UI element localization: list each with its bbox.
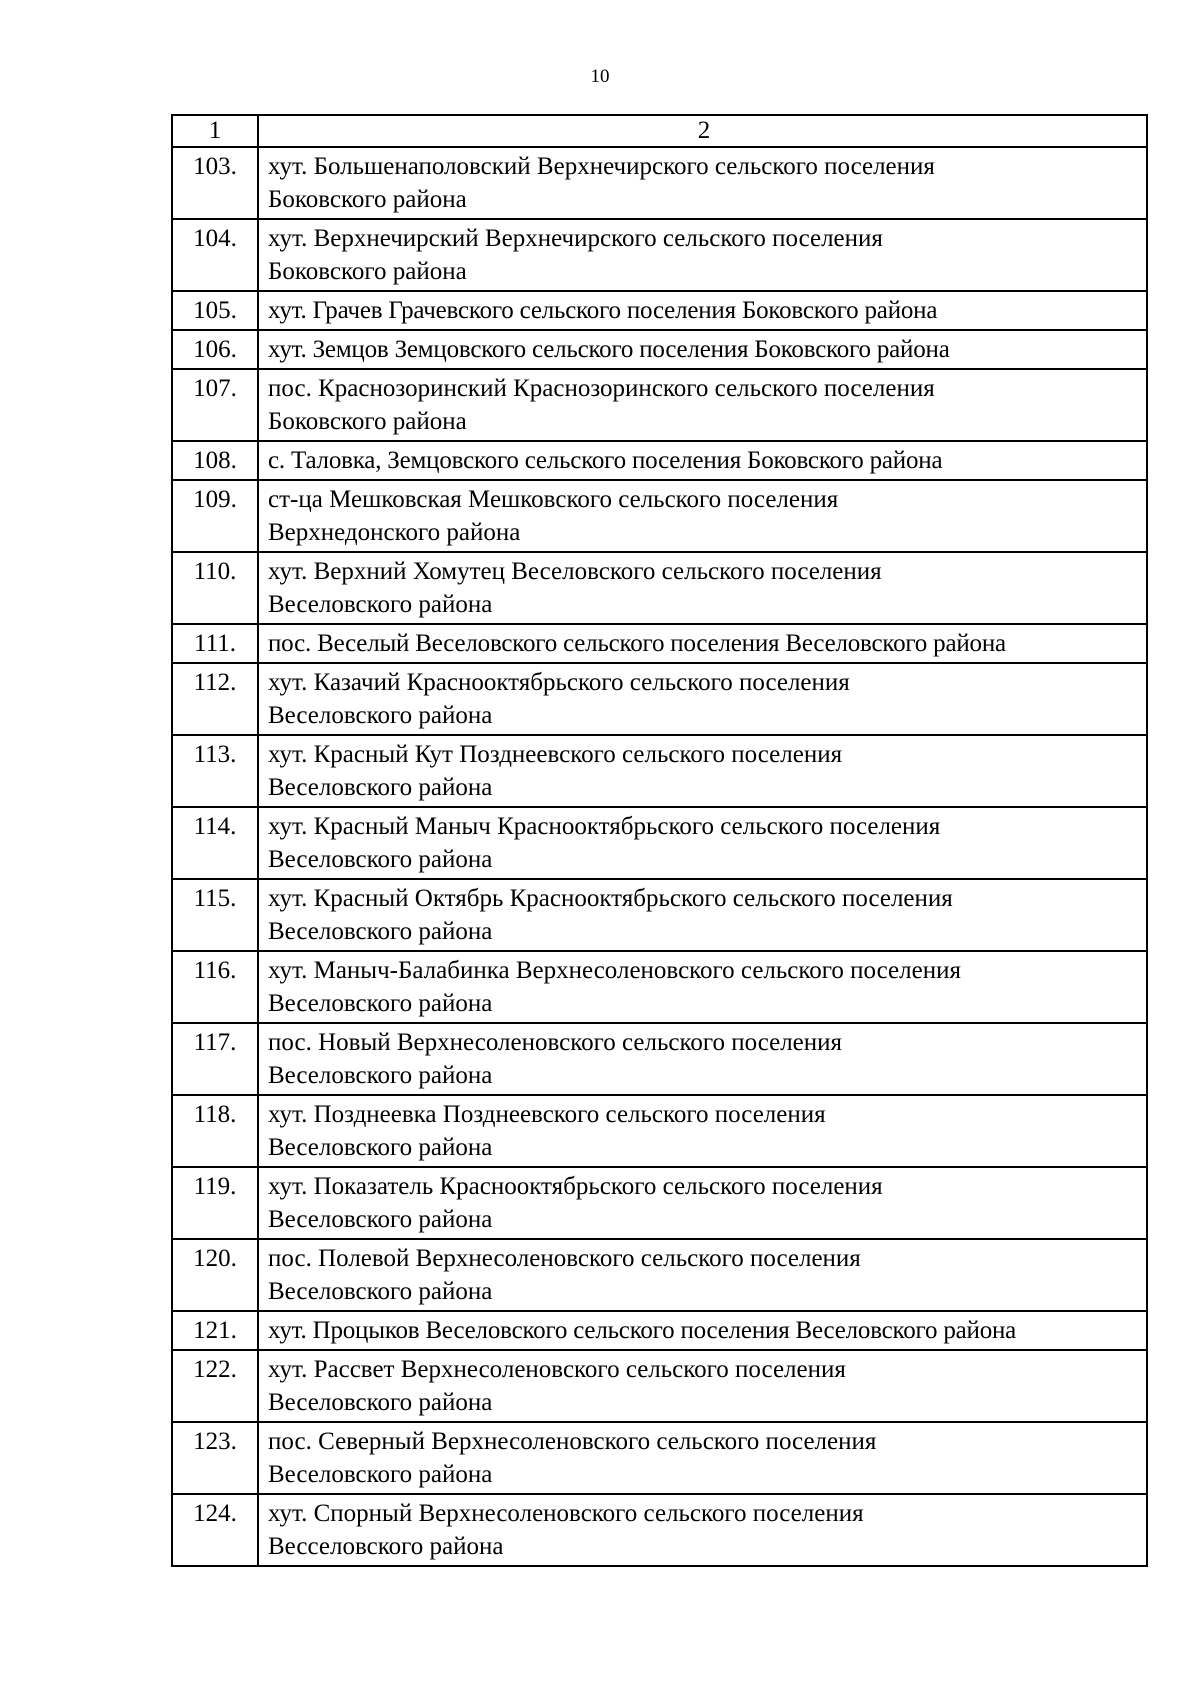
settlement-name-cell bbox=[258, 1167, 1147, 1239]
table-row bbox=[172, 951, 1147, 1023]
row-number-cell: 104. bbox=[172, 219, 258, 291]
settlement-name-line: Боковского района bbox=[268, 408, 467, 435]
settlement-name-line: с. Таловка, Земцовского сельского поселения Боковского района bbox=[268, 447, 943, 474]
settlement-name-cell bbox=[258, 291, 1147, 330]
row-number-cell: 120. bbox=[172, 1239, 258, 1311]
settlement-name-line: хут. Процыков Веселовского сельского поселения Веселовского района bbox=[268, 1317, 1017, 1344]
settlement-name-line: пос. Полевой Верхнесоленовского сельского поселения bbox=[268, 1245, 861, 1272]
settlement-name-line: Боковского района bbox=[268, 258, 467, 285]
table-row bbox=[172, 552, 1147, 624]
settlement-name-cell bbox=[258, 1239, 1147, 1311]
settlement-name-line: Веселовского района bbox=[268, 990, 493, 1017]
row-number-cell: 113. bbox=[172, 735, 258, 807]
settlement-name-line: ст-ца Мешковская Мешковского сельского поселения bbox=[268, 486, 839, 513]
table-row bbox=[172, 369, 1147, 441]
row-number-cell: 118. bbox=[172, 1095, 258, 1167]
row-number-cell: 117. bbox=[172, 1023, 258, 1095]
table-row bbox=[172, 1167, 1147, 1239]
settlement-name-cell bbox=[258, 552, 1147, 624]
table-header-row bbox=[172, 115, 1147, 147]
table-row bbox=[172, 147, 1147, 219]
row-number-cell: 116. bbox=[172, 951, 258, 1023]
row-number-cell: 121. bbox=[172, 1311, 258, 1350]
table-row bbox=[172, 1095, 1147, 1167]
settlement-name-cell bbox=[258, 624, 1147, 663]
row-number-cell: 108. bbox=[172, 441, 258, 480]
settlement-name-line: пос. Краснозоринский Краснозоринского сельского поселения bbox=[268, 375, 935, 402]
settlement-name-line: Веселовского района bbox=[268, 1062, 493, 1089]
table-row bbox=[172, 1239, 1147, 1311]
settlement-name-cell bbox=[258, 1311, 1147, 1350]
settlement-name-cell bbox=[258, 369, 1147, 441]
table-row bbox=[172, 1311, 1147, 1350]
table-row bbox=[172, 624, 1147, 663]
settlement-name-line: пос. Веселый Веселовского сельского поселения Веселовского района bbox=[268, 630, 1006, 657]
settlement-name-cell bbox=[258, 807, 1147, 879]
table-row bbox=[172, 330, 1147, 369]
settlement-name-line: хут. Спорный Верхнесоленовского сельского поселения bbox=[268, 1500, 864, 1527]
table-row bbox=[172, 1494, 1147, 1566]
table-row bbox=[172, 735, 1147, 807]
settlement-name-line: хут. Грачев Грачевского сельского поселения Боковского района bbox=[268, 297, 938, 324]
table-row bbox=[172, 1023, 1147, 1095]
settlement-name-line: Веселовского района bbox=[268, 846, 493, 873]
settlement-name-line: хут. Земцов Земцовского сельского поселения Боковского района bbox=[268, 336, 950, 363]
settlement-name-line: Веселовского района bbox=[268, 591, 493, 618]
settlement-name-line: хут. Позднеевка Позднеевского сельского поселения bbox=[268, 1101, 826, 1128]
row-number-cell: 103. bbox=[172, 147, 258, 219]
row-number-cell: 115. bbox=[172, 879, 258, 951]
row-number-cell: 122. bbox=[172, 1350, 258, 1422]
row-number-cell: 106. bbox=[172, 330, 258, 369]
settlement-name-cell bbox=[258, 441, 1147, 480]
settlement-name-line: Боковского района bbox=[268, 186, 467, 213]
settlement-name-cell bbox=[258, 1422, 1147, 1494]
settlement-name-line: Верхнедонского района bbox=[268, 519, 521, 546]
settlement-name-line: хут. Маныч-Балабинка Верхнесоленовского сельского поселения bbox=[268, 957, 961, 984]
settlement-name-cell bbox=[258, 147, 1147, 219]
table-row bbox=[172, 480, 1147, 552]
settlement-name-line: пос. Новый Верхнесоленовского сельского поселения bbox=[268, 1029, 843, 1056]
row-number-cell: 109. bbox=[172, 480, 258, 552]
table-row bbox=[172, 219, 1147, 291]
settlement-name-line: Веселовского района bbox=[268, 918, 493, 945]
settlement-name-line: хут. Красный Маныч Краснооктябрьского сельского поселения bbox=[268, 813, 941, 840]
settlement-name-line: Веселовского района bbox=[268, 1389, 493, 1416]
settlement-name-cell bbox=[258, 951, 1147, 1023]
settlement-name-line: Веселовского района bbox=[268, 1206, 493, 1233]
settlement-name-cell bbox=[258, 330, 1147, 369]
table-row bbox=[172, 807, 1147, 879]
table-row bbox=[172, 1350, 1147, 1422]
settlement-name-cell bbox=[258, 1023, 1147, 1095]
row-number-cell: 112. bbox=[172, 663, 258, 735]
settlement-name-cell bbox=[258, 1350, 1147, 1422]
row-number-cell: 110. bbox=[172, 552, 258, 624]
settlement-name-line: хут. Красный Октябрь Краснооктябрьского сельского поселения bbox=[268, 885, 953, 912]
row-number-cell: 119. bbox=[172, 1167, 258, 1239]
settlement-name-line: Веселовского района bbox=[268, 702, 493, 729]
settlement-name-line: хут. Большенаполовский Верхнечирского сельского поселения bbox=[268, 153, 935, 180]
settlement-name-line: Веселовского района bbox=[268, 1461, 493, 1488]
settlement-name-cell bbox=[258, 480, 1147, 552]
settlement-name-cell bbox=[258, 1095, 1147, 1167]
settlement-name-line: пос. Северный Верхнесоленовского сельского поселения bbox=[268, 1428, 877, 1455]
settlement-name-line: хут. Показатель Краснооктябрьского сельского поселения bbox=[268, 1173, 883, 1200]
page-number: 10 bbox=[590, 66, 610, 87]
table-row bbox=[172, 663, 1147, 735]
settlement-name-cell bbox=[258, 663, 1147, 735]
settlement-name-cell bbox=[258, 1494, 1147, 1566]
header-cell-name: 2 bbox=[258, 115, 1147, 147]
settlement-name-line: хут. Верхнечирский Верхнечирского сельского поселения bbox=[268, 225, 883, 252]
settlement-name-line: хут. Верхний Хомутец Веселовского сельского поселения bbox=[268, 558, 882, 585]
header-cell-number: 1 bbox=[172, 115, 258, 147]
settlement-name-line: Веселовского района bbox=[268, 774, 493, 801]
table-row bbox=[172, 1422, 1147, 1494]
settlement-name-cell bbox=[258, 735, 1147, 807]
row-number-cell: 123. bbox=[172, 1422, 258, 1494]
table-row bbox=[172, 441, 1147, 480]
row-number-cell: 107. bbox=[172, 369, 258, 441]
row-number-cell: 105. bbox=[172, 291, 258, 330]
settlement-name-line: Весселовского района bbox=[268, 1533, 504, 1560]
row-number-cell: 114. bbox=[172, 807, 258, 879]
settlement-name-line: Веселовского района bbox=[268, 1278, 493, 1305]
settlement-name-cell bbox=[258, 219, 1147, 291]
row-number-cell: 124. bbox=[172, 1494, 258, 1566]
table-row bbox=[172, 879, 1147, 951]
settlements-table bbox=[171, 114, 1148, 1567]
settlement-name-line: хут. Красный Кут Позднеевского сельского поселения bbox=[268, 741, 843, 768]
settlement-name-cell bbox=[258, 879, 1147, 951]
settlement-name-line: хут. Казачий Краснооктябрьского сельского поселения bbox=[268, 669, 850, 696]
table-row bbox=[172, 291, 1147, 330]
settlement-name-line: Веселовского района bbox=[268, 1134, 493, 1161]
settlement-name-line: хут. Рассвет Верхнесоленовского сельского поселения bbox=[268, 1356, 846, 1383]
row-number-cell: 111. bbox=[172, 624, 258, 663]
